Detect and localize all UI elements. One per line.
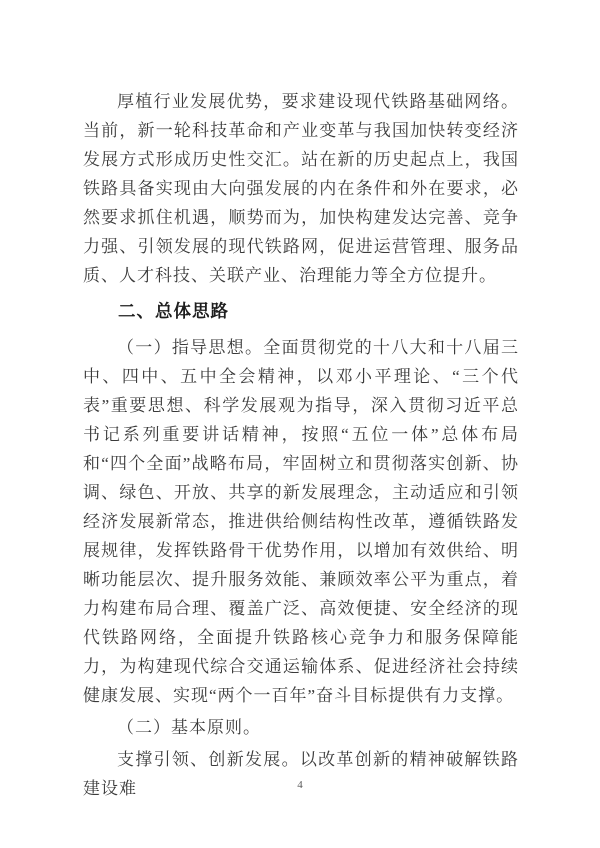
text-block bbox=[83, 87, 519, 806]
section-heading-overall-approach: 二、总体思路 bbox=[118, 301, 229, 321]
paragraph-industry-advantage: 厚植行业发展优势，要求建设现代铁路基础网络。当前，新一轮科技革命和产业变革与我国加快转变经济发展方式形成历史性交汇。站在新的历史起点上，我国铁路具备实现由大向强发展的内在条件和外在要求，必然要求抓住机遇，顺势而为，加快构建发达完善、竞争力强、引领发展的现代铁路网，促进运营管理、服务品质、人才科技、关联产业、治理能力等全方位提升。 bbox=[83, 92, 519, 285]
page-number: 4 bbox=[297, 779, 303, 791]
paragraph-support-innovation: 支撑引领、创新发展。以改革创新的精神破解铁路建设难 bbox=[83, 750, 519, 798]
paragraph-basic-principles: （二）基本原则。 bbox=[117, 718, 261, 737]
paragraph-guiding-ideology: （一）指导思想。全面贯彻党的十八大和十八届三中、四中、五中全会精神，以邓小平理论、“三个代表”重要思想、科学发展观为指导，深入贯彻习近平总书记系列重要讲话精神，按照“五位一体”总体布局和“四个全面”战略布局，牢固树立和贯彻落实创新、协调、绿色、开放、共享的新发展理念，主动适应和引领经济发展新常态，推进供给侧结构性改革，遵循铁路发展规律，发挥铁路骨干优势作用，以增加有效供给、明晰功能层次、提升服务效能、兼顾效率公平为重点，着力构建布局合理、覆盖广泛、高效便捷、安全经济的现代铁路网络，全面提升铁路核心竞争力和服务保障能力，为构建现代综合交通运输体系、促进经济社会持续健康发展、实现“两个一百年”奋斗目标提供有力支撑。 bbox=[83, 338, 519, 705]
